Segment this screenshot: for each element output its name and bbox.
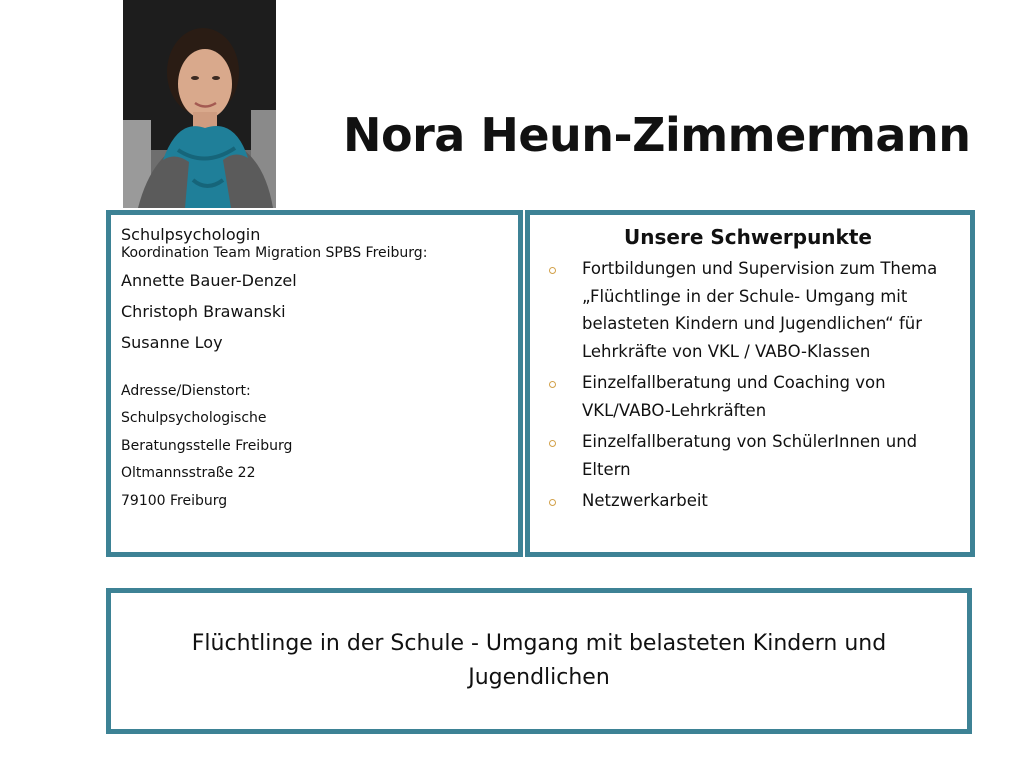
team-member: Annette Bauer-Denzel bbox=[121, 270, 297, 290]
list-item bbox=[540, 428, 956, 483]
focus-item-text: Einzelfallberatung von SchülerInnen und Eltern bbox=[582, 432, 918, 479]
list-item bbox=[540, 369, 956, 424]
portrait-illustration bbox=[123, 0, 276, 208]
address-line: 79100 Freiburg bbox=[121, 492, 228, 509]
address-line: Schulpsychologische bbox=[121, 410, 267, 426]
role-text: Schulpsychologin bbox=[121, 225, 261, 244]
portrait-photo bbox=[123, 0, 276, 208]
list-item bbox=[540, 487, 956, 515]
contact-box bbox=[106, 210, 523, 557]
team-member: Susanne Loy bbox=[121, 332, 223, 352]
team-member: Christoph Brawanski bbox=[121, 301, 286, 321]
focus-item-text: Fortbildungen und Supervision zum Thema „Flüchtlinge in der Schule- Umgang mit belasteten Kindern und Jugendlichen“ für Lehrkräfte von VKL / VABO-Klassen bbox=[582, 259, 938, 361]
address-line: Beratungsstelle Freiburg bbox=[121, 437, 293, 454]
topic-text: Flüchtlinge in der Schule - Umgang mit belasteten Kindern und Jugendlichen bbox=[191, 630, 887, 690]
focus-box bbox=[525, 210, 975, 557]
circle-bullet-icon bbox=[549, 267, 556, 274]
list-item bbox=[540, 255, 956, 365]
focus-item-text: Netzwerkarbeit bbox=[582, 491, 708, 511]
circle-bullet-icon bbox=[549, 440, 556, 447]
circle-bullet-icon bbox=[549, 381, 556, 388]
focus-title: Unsere Schwerpunkte bbox=[624, 225, 872, 249]
topic-box bbox=[106, 588, 972, 734]
address-label: Adresse/Dienstort: bbox=[121, 382, 251, 399]
focus-item-text: Einzelfallberatung und Coaching von VKL/VABO-Lehrkräften bbox=[582, 373, 886, 420]
page-title: Nora Heun-Zimmermann bbox=[343, 108, 971, 162]
circle-bullet-icon bbox=[549, 499, 556, 506]
address-line: Oltmannsstraße 22 bbox=[121, 465, 256, 481]
focus-list bbox=[540, 255, 956, 515]
coordination-text: Koordination Team Migration SPBS Freiburg: bbox=[121, 245, 428, 261]
